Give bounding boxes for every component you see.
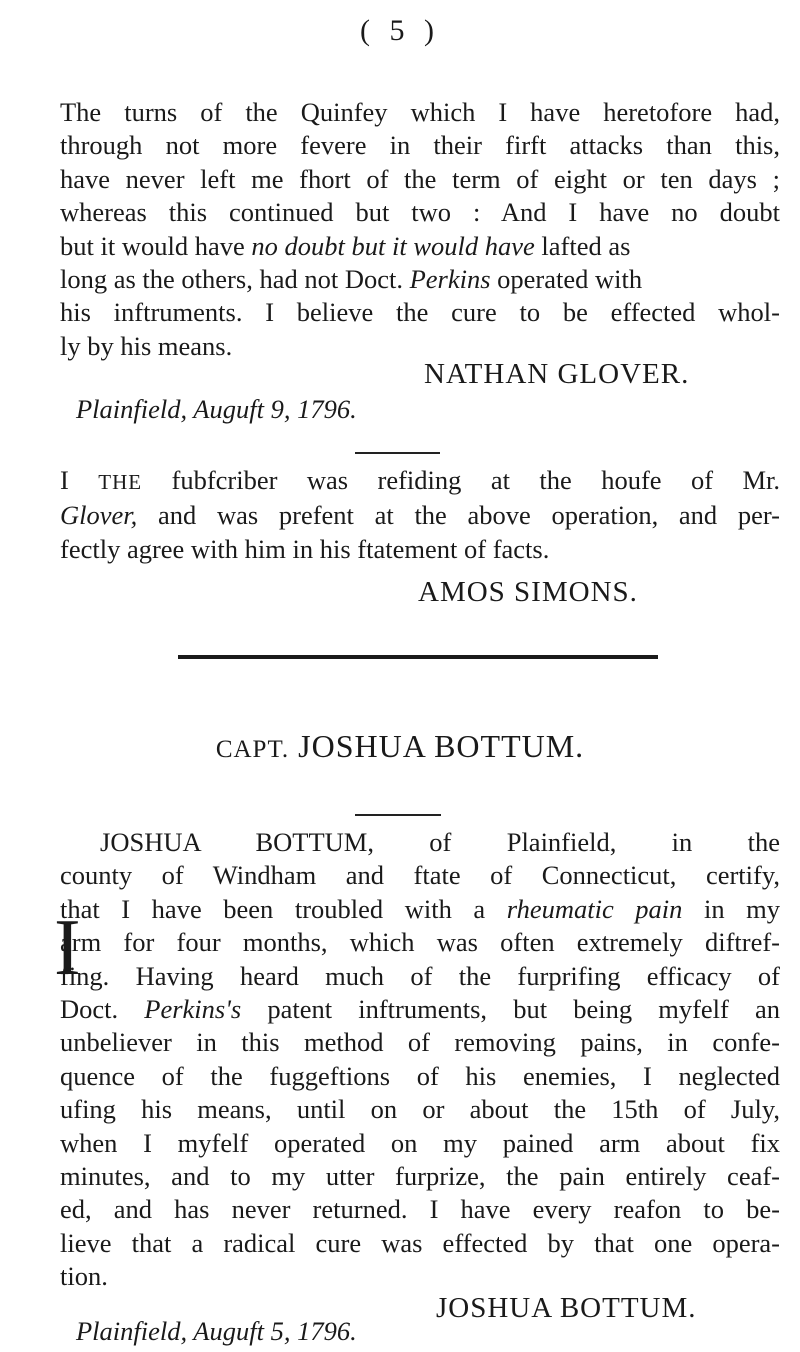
text-line: Doct. Perkins's patent inftruments, but being myfelf an <box>60 994 780 1025</box>
glover-signature: NATHAN GLOVER. <box>424 358 690 390</box>
glover-place-date: Plainfield, Auguft 9, 1796. <box>76 394 357 424</box>
text-line: ufing his means, until on or about the 15th of July, <box>60 1094 780 1125</box>
text-line: through not more fevere in their firft attacks than this, <box>60 130 780 161</box>
glover-letter-body <box>60 96 780 363</box>
text-line: but it would have no doubt but it would have lafted as <box>60 230 631 261</box>
text-line: tion. <box>60 1261 108 1292</box>
text-line: when I myfelf operated on my pained arm about fix <box>60 1127 780 1158</box>
short-divider <box>355 452 440 454</box>
text-line: long as the others, had not Doct. Perkins operated with <box>60 264 643 295</box>
text-line: lieve that a radical cure was effected by that one opera- <box>60 1227 780 1258</box>
short-divider <box>355 814 441 816</box>
text-line: his inftruments. I believe the cure to be effected whol- <box>60 297 780 328</box>
bottum-certificate-body <box>60 826 780 1294</box>
page-number: ( 5 ) <box>360 14 440 47</box>
text-line: whereas this continued but two : And I have no doubt <box>60 197 780 228</box>
section-divider <box>178 655 658 659</box>
text-line: fectly agree with him in his ftatement of facts. <box>60 533 550 564</box>
text-line: ed, and has never returned. I have every reafon to be- <box>60 1194 780 1225</box>
text-line: The turns of the Quinfey which I have heretofore had, <box>60 97 780 127</box>
text-line: that I have been troubled with a rheumatic pain in my <box>60 893 780 924</box>
text-line: fing. Having heard much of the furprifing efficacy of <box>60 960 780 991</box>
text-line: Glover, and was prefent at the above operation, and per- <box>60 500 780 531</box>
simons-note-body <box>60 464 780 566</box>
text-line: quence of the fuggeftions of his enemies, I neglected <box>60 1060 780 1091</box>
text-line: arm for four months, which was often extremely diftref- <box>60 927 780 958</box>
section-heading: CAPT. JOSHUA BOTTUM. <box>215 728 585 764</box>
text-line: have never left me fhort of the term of eight or ten days ; <box>60 163 780 194</box>
text-line: unbeliever in this method of removing pains, in confe- <box>60 1027 780 1058</box>
text-line: I THE fubfcriber was refiding at the houfe of Mr. <box>60 465 781 495</box>
text-line: minutes, and to my utter furprize, the pain entirely ceaf- <box>60 1161 780 1192</box>
text-line: ly by his means. <box>60 330 233 361</box>
drop-initial: I <box>54 904 81 992</box>
bottum-signature: JOSHUA BOTTUM. <box>436 1292 697 1324</box>
bottum-place-date: Plainfield, Auguft 5, 1796. <box>76 1316 357 1346</box>
simons-signature: AMOS SIMONS. <box>418 576 638 608</box>
text-line: county of Windham and ftate of Connecticut, certify, <box>60 860 780 891</box>
text-line: JOSHUA BOTTUM, of Plainfield, in the <box>100 827 780 857</box>
